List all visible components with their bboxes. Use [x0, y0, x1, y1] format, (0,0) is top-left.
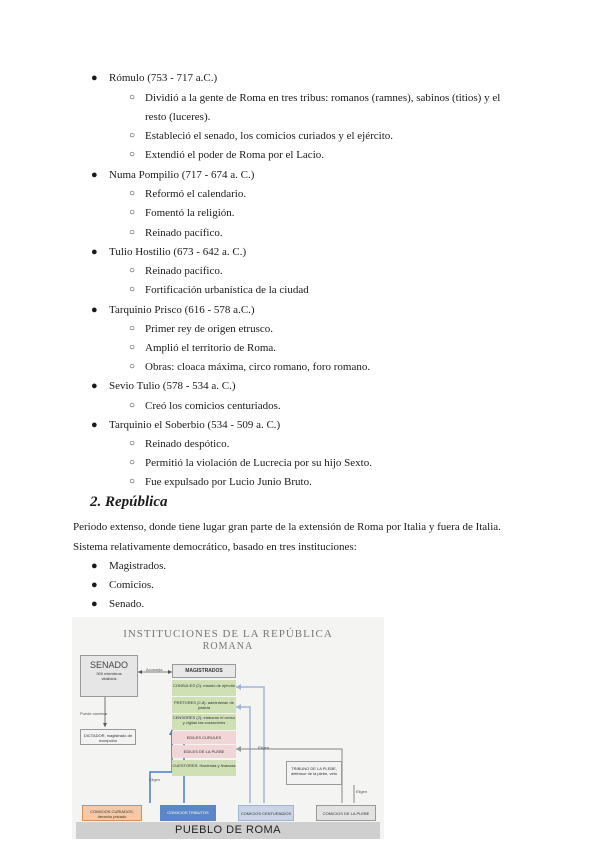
bullet: ●	[91, 380, 98, 392]
ediles-curules-box: EDILES CURULES	[172, 731, 236, 744]
connector-label: Eligen	[149, 777, 161, 782]
list-item: Fue expulsado por Lucio Junio Bruto.	[145, 476, 312, 488]
comicios-tributos-box: COMICIOS TRIBUTOS	[160, 805, 216, 821]
connector-label: Eligen	[258, 745, 270, 750]
list-item: Fomentó la religión.	[145, 207, 235, 219]
list-item: Reinado despótico.	[145, 438, 230, 450]
paragraph: Sistema relativamente democrático, basado en tres instituciones:	[73, 541, 357, 553]
senado-label: SENADO	[89, 660, 128, 670]
connector-label: Eligen	[356, 789, 368, 794]
list-item: Amplió el territorio de Roma.	[145, 342, 277, 354]
magistrados-header: MAGISTRADOS	[172, 664, 236, 678]
bullet: ●	[91, 579, 98, 591]
connector-label: Aconseja	[146, 667, 163, 672]
bullet: ○	[129, 149, 136, 160]
king-tulio: Tulio Hostilio (673 - 642 a. C.)	[109, 246, 247, 258]
bullet: ●	[91, 246, 98, 258]
list-item: Reinado pacífico.	[145, 227, 223, 239]
king-romulo: Rómulo (753 - 717 a.C.)	[109, 72, 218, 84]
bullet: ○	[129, 227, 136, 238]
king-tarquinio-soberbio: Tarquinio el Soberbio (534 - 509 a. C.)	[109, 419, 281, 431]
bullet: ●	[91, 169, 98, 181]
bullet: ○	[129, 207, 136, 218]
list-item: Creó los comicios centuriados.	[145, 400, 281, 412]
section-heading: 2. República	[90, 494, 168, 510]
bullet: ○	[129, 323, 136, 334]
bullet: ○	[129, 342, 136, 353]
bullet: ○	[129, 188, 136, 199]
list-item: Senado.	[109, 598, 145, 610]
list-item: Permitió la violación de Lucrecia por su hijo Sexto.	[145, 457, 372, 469]
bullet: ○	[129, 92, 136, 103]
comicios-plebe-box: COMICIOS DE LA PLEBE	[316, 805, 376, 821]
bullet: ○	[129, 130, 136, 141]
censores-box: CENSORES (2): elaboran el censo y vigilan las costumbres	[172, 714, 236, 730]
list-item: Primer rey de origen etrusco.	[145, 323, 273, 335]
comicios-centuriados-box: COMICIOS CENTURIADOS	[238, 805, 294, 821]
list-item: Obras: cloaca máxima, circo romano, foro romano.	[145, 361, 371, 373]
ediles-plebe-box: EDILES DE LA PLEBE	[172, 745, 236, 758]
list-item-continuation: resto (luceres).	[145, 111, 211, 123]
list-item: Comicios.	[109, 579, 154, 591]
bullet: ○	[129, 400, 136, 411]
list-item: Fortificación urbanística de la ciudad	[145, 284, 309, 296]
diagram-title: INSTITUCIONES DE LA REPÚBLICA	[123, 628, 333, 640]
cuestores-box: CUESTORES: Hacienda y finanzas	[172, 760, 236, 776]
bullet: ●	[91, 560, 98, 572]
king-numa: Numa Pompilio (717 - 674 a. C.)	[109, 169, 255, 181]
bullet: ●	[91, 598, 98, 610]
king-tarquinio-prisco: Tarquinio Prisco (616 - 578 a.C.)	[109, 304, 255, 316]
pueblo-bar: PUEBLO DE ROMA	[76, 822, 380, 839]
paragraph: Periodo extenso, donde tiene lugar gran parte de la extensión de Roma por Italia y fuera de Italia.	[73, 521, 501, 533]
bullet: ○	[129, 438, 136, 449]
connector-label: Puede nombrar	[80, 711, 108, 716]
bullet: ○	[129, 361, 136, 372]
list-item: Magistrados.	[109, 560, 167, 572]
list-item: Estableció el senado, los comicios curiados y el ejército.	[145, 130, 394, 142]
list-item: Dividió a la gente de Roma en tres tribus: romanos (ramnes), sabinos (titios) y el	[145, 92, 501, 104]
senado-box	[80, 655, 138, 697]
institutions-diagram	[72, 617, 384, 839]
bullet: ○	[129, 476, 136, 487]
list-item: Reinado pacífico.	[145, 265, 223, 277]
bullet: ●	[91, 72, 98, 84]
dictador-box: DICTADOR, magistrado de excepción	[80, 729, 136, 745]
consules-box: CONSULES (2): mando de ejército	[172, 680, 236, 696]
list-item: Reformó el calendario.	[145, 188, 247, 200]
bullet: ○	[129, 265, 136, 276]
list-item: Extendió el poder de Roma por el Lacio.	[145, 149, 324, 161]
diagram-subtitle: ROMANA	[202, 641, 254, 652]
king-sevio-tulio: Sevio Tulio (578 - 534 a. C.)	[109, 380, 236, 392]
pretores-box: PRETORES (2-8): administran de justicia	[172, 697, 236, 713]
bullet: ●	[91, 304, 98, 316]
bullet: ○	[129, 457, 136, 468]
bullet: ●	[91, 419, 98, 431]
senado-detail: vitalicios	[101, 676, 117, 681]
senado-detail: 300 miembros	[96, 671, 122, 676]
tribuno-box: TRIBUNO DE LA PLEBE, defensor de la plebe, veto	[286, 761, 342, 785]
bullet: ○	[129, 284, 136, 295]
comicios-curiados-box: COMICIOS CURIADOS, derecho privado	[82, 805, 142, 821]
